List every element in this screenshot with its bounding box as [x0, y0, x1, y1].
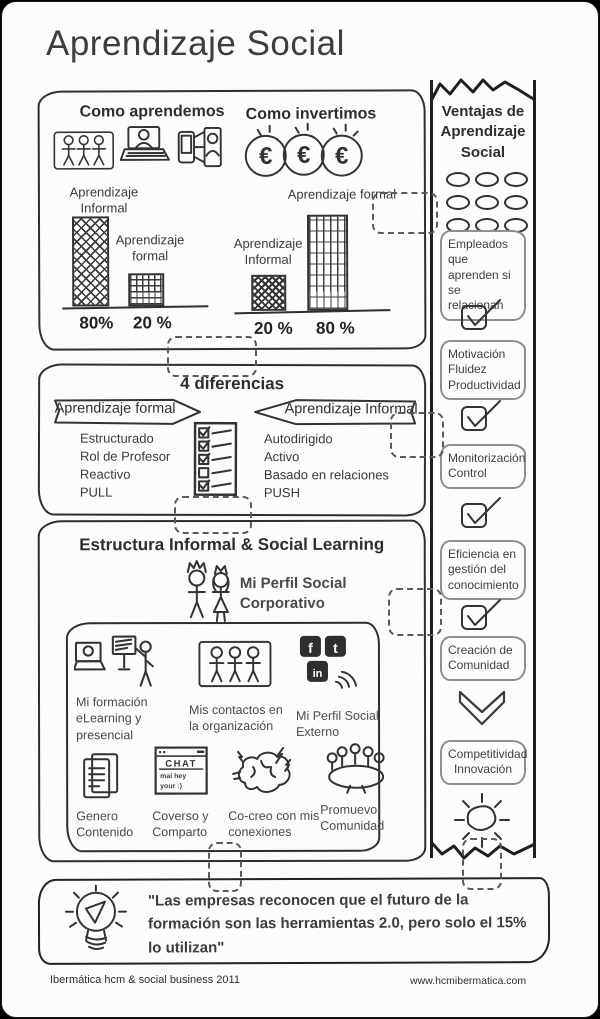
benefit-box: Empleados que aprenden si se relacionan: [440, 230, 526, 321]
chat-line2: your :): [160, 783, 182, 791]
checkbox-check-icon: [459, 296, 503, 334]
chat-window-icon: [154, 746, 208, 796]
item-label: Coverso y Comparto: [152, 809, 209, 840]
formal-items-list: [80, 430, 171, 502]
list-item: PULL: [79, 484, 113, 500]
chevron-down-icon: [453, 686, 511, 734]
bar-label-formal-invest: Aprendizaje formal: [287, 186, 397, 202]
bar-informal-learn: [72, 216, 109, 306]
connector-dashed: [174, 496, 252, 534]
item-label: Promuevo Comunidad: [320, 802, 385, 834]
paper-sheet: [1, 1, 599, 1018]
list-item: Rol de Profesor: [79, 448, 171, 464]
checklist-icon: [192, 420, 239, 498]
bar-label-informal-invest: Aprendizaje Informal: [233, 235, 303, 268]
connector-dashed: [390, 412, 444, 458]
connector-dashed: [372, 192, 438, 234]
oval: [475, 172, 499, 187]
item-label: Mi formación eLearning y presencial: [76, 695, 148, 742]
linkedin-letters: in: [312, 667, 323, 680]
org-contacts-icon: [194, 640, 276, 688]
documents-icon: [80, 752, 122, 802]
bar-label-formal: Aprendizaje formal: [115, 232, 185, 264]
bar-label-informal: Aprendizaje Informal: [69, 184, 139, 216]
benefit-box: Creación de Comunidad: [440, 636, 526, 681]
benefit-box: Motivación Fluidez Productividad: [440, 340, 526, 400]
connector-dashed: [388, 588, 442, 636]
banner-formal-label: Aprendizaje formal: [54, 400, 176, 417]
benefit-box: Monitorización Control: [440, 444, 526, 489]
sidebar-title: Ventajas de Aprendizaje Social: [440, 103, 526, 161]
laptop-person-icon: [120, 124, 174, 168]
pct-80-invest: 80 %: [315, 318, 355, 338]
list-item: Estructurado: [79, 430, 154, 446]
page-title: Aprendizaje Social: [46, 24, 345, 63]
chat-title: CHAT: [165, 758, 197, 770]
phone-person-icon: [176, 126, 224, 168]
connector-dashed: [208, 842, 242, 892]
banner-informal-label: Aprendizaje Informal: [284, 401, 418, 418]
item-label: Mi Perfil Social Externo: [296, 708, 379, 740]
item-label: Co-creo con mis conexiones: [228, 808, 320, 840]
oval: [504, 195, 528, 210]
twitter-letter: t: [333, 639, 338, 656]
oval: [475, 195, 499, 210]
section-differences: [38, 363, 426, 516]
crowned-couple-icon: [179, 560, 235, 624]
pct-20-learn: 20 %: [132, 313, 172, 333]
quote-text: "Las empresas reconocen que el futuro de la formación son las herramientas 2.0, pero solo el 15% lo utilizan": [147, 891, 527, 957]
banner-formal: [49, 397, 204, 427]
list-item: PUSH: [263, 485, 301, 501]
pct-20-invest: 20 %: [253, 318, 293, 338]
torn-top-edge: [430, 76, 536, 102]
facebook-letter: f: [308, 639, 313, 656]
oval: [446, 195, 470, 210]
profile-label: Mi Perfil Social Corporativo: [239, 574, 347, 613]
euro-symbol: €: [335, 142, 349, 170]
checkbox-check-icon: [459, 397, 503, 435]
elearning-icon: [74, 634, 158, 690]
list-item: Reactivo: [79, 466, 131, 482]
people-group-box-icon: [53, 129, 115, 171]
item-label: Mis contactos en la organización: [189, 702, 283, 734]
checkbox-check-icon: [459, 596, 503, 634]
sidebar-advantages: [430, 80, 536, 858]
euro-symbol: €: [297, 141, 311, 169]
bar-formal-invest: [307, 215, 348, 311]
footer-url: www.hcmibermatica.com: [410, 975, 527, 987]
bar-informal-invest: [251, 275, 286, 311]
benefit-box: Eficiencia en gestión del conocimiento: [440, 540, 526, 600]
left-chart-title: Como aprendemos: [79, 103, 225, 121]
connector-dashed: [462, 838, 502, 890]
oval: [504, 172, 528, 187]
euro-symbol: €: [259, 142, 273, 170]
benefit-box: Competitividad Innovación: [440, 740, 526, 785]
differences-title: 4 diferencias: [180, 373, 285, 394]
quote-banner: [38, 877, 550, 965]
section-how-we-learn-invest: [38, 89, 427, 350]
community-icon: [322, 742, 390, 794]
bar-formal-learn: [128, 273, 164, 306]
list-item: Basado en relaciones: [263, 467, 389, 483]
list-item: Autodirigido: [263, 431, 333, 447]
list-item: Activo: [263, 449, 300, 465]
oval: [446, 172, 470, 187]
connector-dashed: [167, 336, 257, 377]
dots-grid: [446, 172, 524, 233]
checkbox-check-icon: [459, 494, 503, 532]
profile-inner-box: [66, 622, 385, 853]
item-label: Genero Contenido: [76, 809, 134, 840]
structure-title: Estructura Informal & Social Learning: [79, 534, 385, 555]
euro-coins-icon: [240, 122, 368, 180]
brain-icon: [230, 746, 294, 798]
section-structure: [38, 520, 427, 863]
lightbulb-icon: [56, 883, 136, 959]
chat-line1: mai hey: [160, 773, 187, 781]
footer-credit: Ibermática hcm & social business 2011: [50, 974, 240, 986]
informal-items-list: [264, 430, 389, 502]
right-chart-title: Como invertimos: [245, 105, 377, 123]
external-social-icon: [298, 634, 364, 694]
pct-80-learn: 80%: [79, 313, 114, 333]
